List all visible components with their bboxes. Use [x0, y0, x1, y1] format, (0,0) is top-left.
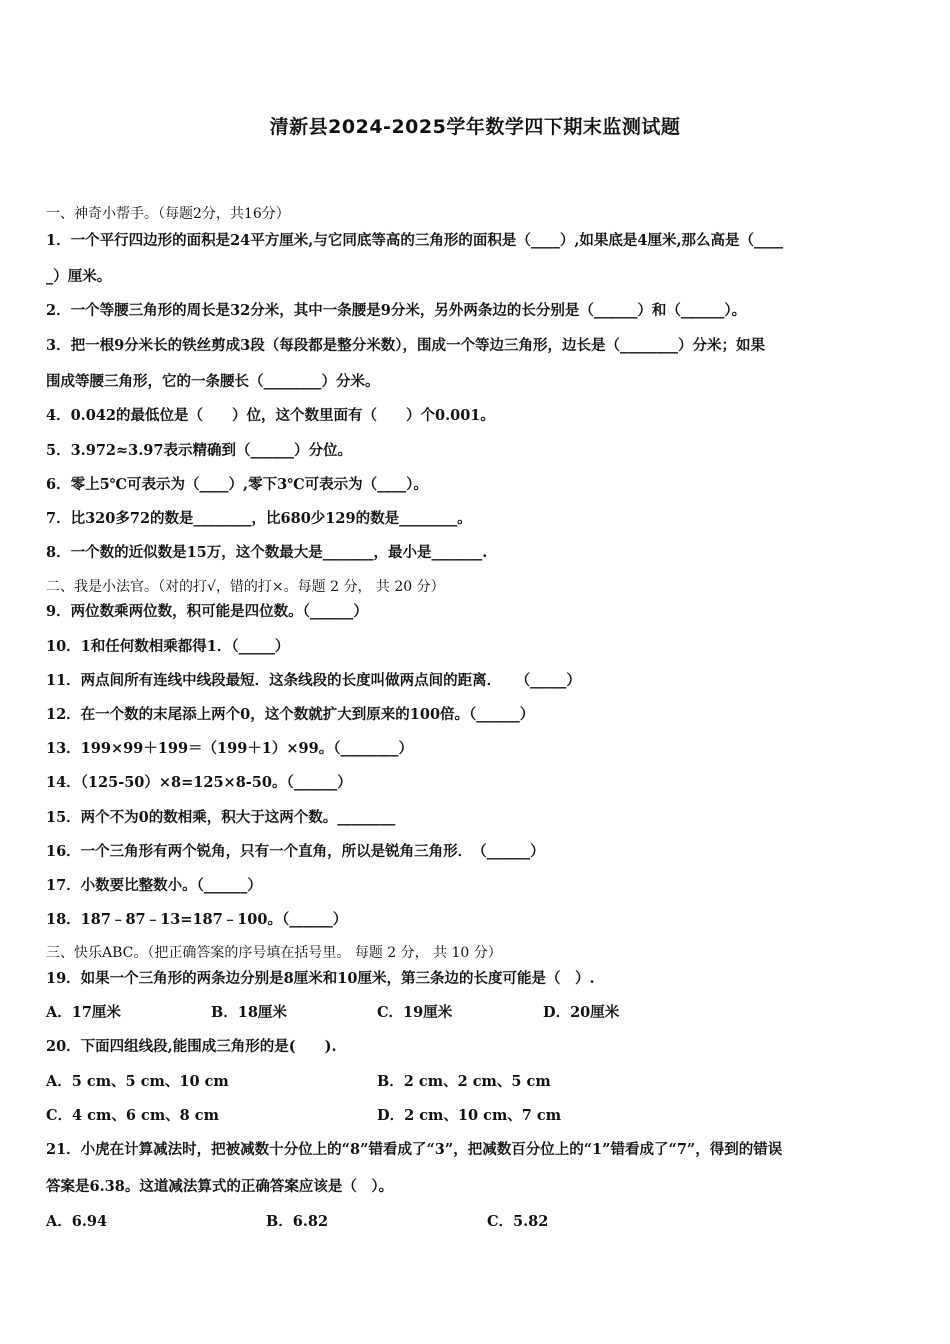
question-20: 20．下面四组线段,能围成三角形的是( ).: [46, 1038, 337, 1055]
question-9: 9．两位数乘两位数，积可能是四位数。（______）: [46, 603, 368, 620]
page-title: 清新县2024-2025学年数学四下期末监测试题: [269, 116, 681, 138]
question-19-option-d: D．20厘米: [543, 1004, 620, 1021]
question-21-line-2: 答案是6.38。这道减法算式的正确答案应该是（ ）。: [46, 1178, 394, 1195]
question-13: 13．199×99＋199＝（199＋1）×99。（________）: [46, 740, 413, 757]
question-16: 16．一个三角形有两个锐角，只有一个直角，所以是锐角三角形． （______）: [46, 843, 545, 860]
question-1-line-2: _）厘米。: [46, 268, 112, 285]
section-header-2: 二、我是小法官。（对的打√，错的打×。每题 2 分， 共 20 分）: [46, 579, 445, 595]
question-21-line-1: 21．小虎在计算减法时，把被减数十分位上的“8”错看成了“3”，把减数百分位上的“1”错看成了“7”，得到的错误: [46, 1141, 783, 1158]
question-8: 8．一个数的近似数是15万，这个数最大是_______，最小是_______.: [46, 544, 488, 561]
question-21-option-c: C．5.82: [487, 1213, 549, 1230]
question-20-option-c: C．4 cm、6 cm、8 cm: [46, 1107, 219, 1124]
question-20-option-d: D．2 cm、10 cm、7 cm: [377, 1107, 562, 1124]
question-19: 19．如果一个三角形的两条边分别是8厘米和10厘米，第三条边的长度可能是（ ）.: [46, 970, 595, 987]
question-5: 5．3.972≈3.97表示精确到（______）分位。: [46, 442, 352, 459]
question-3-line-1: 3．把一根9分米长的铁丝剪成3段（每段都是整分米数），围成一个等边三角形，边长是（________）分米；如果: [46, 337, 766, 354]
question-18: 18．187﹣87﹣13=187﹣100。（______）: [46, 911, 348, 928]
question-7: 7．比320多72的数是________，比680少129的数是________。: [46, 510, 472, 527]
question-19-option-a: A．17厘米: [46, 1004, 121, 1021]
question-20-option-a: A．5 cm、5 cm、10 cm: [46, 1073, 229, 1090]
question-17: 17．小数要比整数小。（______）: [46, 877, 262, 894]
question-3-line-2: 围成等腰三角形，它的一条腰长（________）分米。: [46, 373, 380, 390]
question-19-option-c: C．19厘米: [377, 1004, 453, 1021]
question-10: 10．1和任何数相乘都得1．（_____）: [46, 638, 290, 655]
question-15: 15．两个不为0的数相乘，积大于这两个数。________: [46, 809, 396, 826]
question-1-line-1: 1．一个平行四边形的面积是24平方厘米,与它同底等高的三角形的面积是（____）,如果底是4厘米,那么高是（____: [46, 232, 783, 249]
question-4: 4．0.042的最低位是（ ）位，这个数里面有（ ）个0.001。: [46, 407, 495, 424]
question-21-option-b: B．6.82: [266, 1213, 329, 1230]
section-header-3: 三、快乐ABC。（把正确答案的序号填在括号里。 每题 2 分， 共 10 分）: [46, 945, 502, 961]
question-2: 2．一个等腰三角形的周长是32分米，其中一条腰是9分米，另外两条边的长分别是（______）和（______）。: [46, 302, 747, 319]
question-11: 11．两点间所有连线中线段最短．这条线段的长度叫做两点间的距离． （_____）: [46, 672, 581, 689]
question-12: 12．在一个数的末尾添上两个0，这个数就扩大到原来的100倍。（______）: [46, 706, 535, 723]
question-21-option-a: A．6.94: [46, 1213, 108, 1230]
section-header-1: 一、神奇小帮手。（每题2分，共16分）: [46, 206, 290, 222]
question-6: 6．零上5℃可表示为（____）,零下3℃可表示为（____）。: [46, 476, 428, 493]
question-14: 14．（125-50）×8=125×8-50。（______）: [46, 774, 352, 791]
question-19-option-b: B．18厘米: [211, 1004, 287, 1021]
question-20-option-b: B．2 cm、2 cm、5 cm: [377, 1073, 551, 1090]
